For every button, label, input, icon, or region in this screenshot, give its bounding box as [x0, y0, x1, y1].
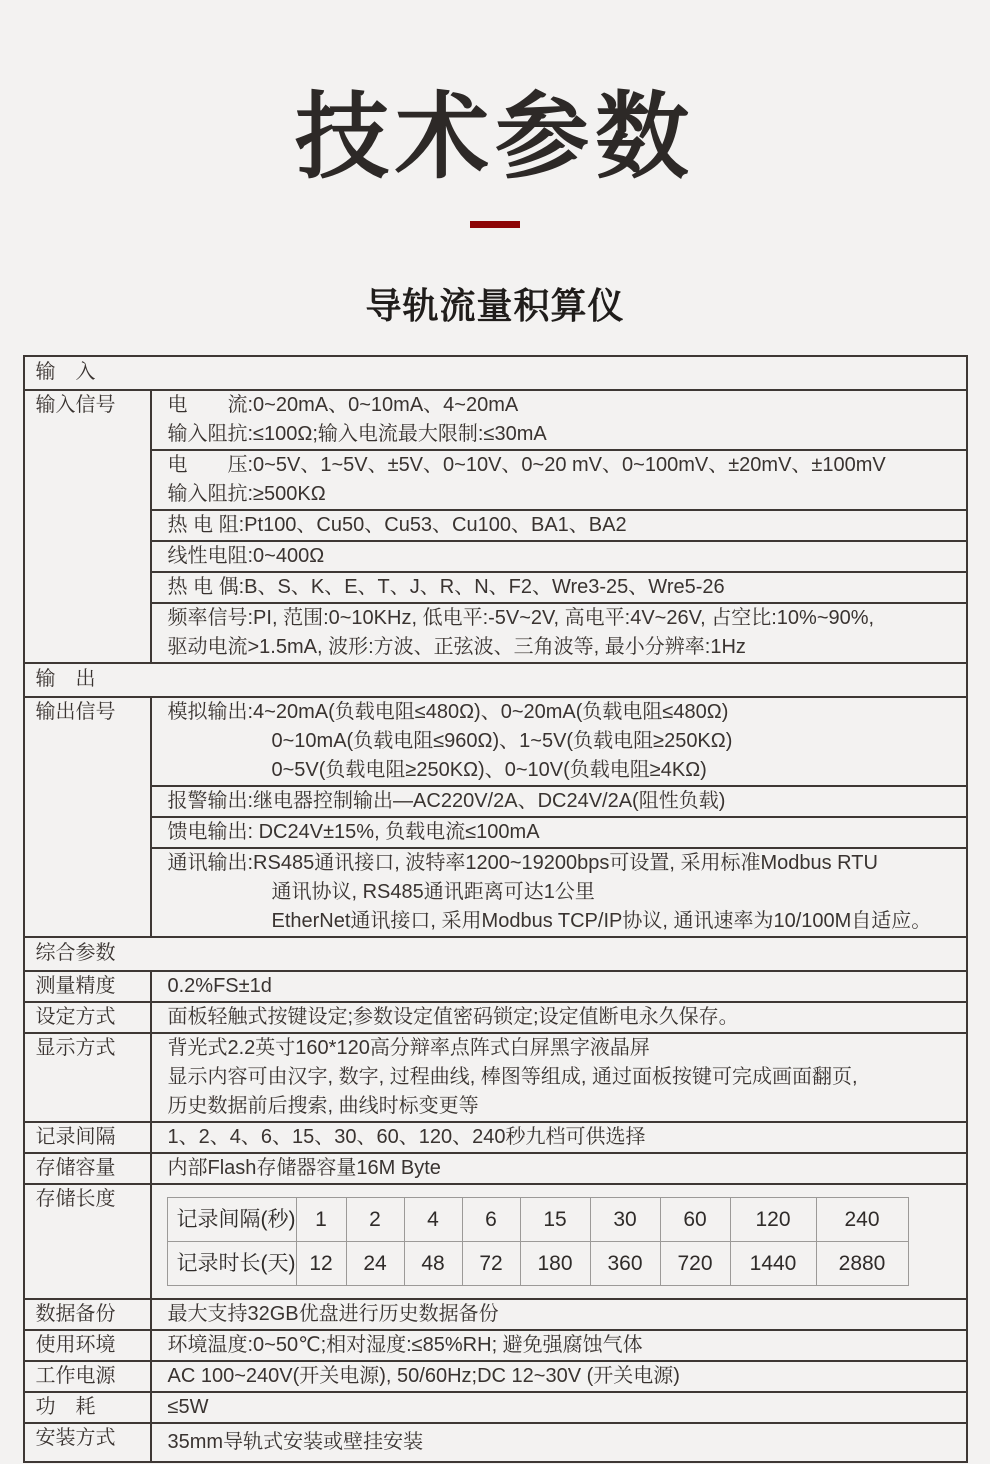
table-row-storage-length — [24, 1184, 967, 1299]
spec-line: 0~5V(负载电阻≥250KΩ)、0~10V(负载电阻≥4KΩ) — [271, 758, 707, 781]
spec-line: 0.2%FS±1d — [167, 974, 272, 997]
storage-value-cell: 12 — [296, 1241, 346, 1285]
spec-line: 背光式2.2英寸160*120高分辩率点阵式白屏黑字液晶屏 — [167, 1036, 650, 1059]
spec-line: 线性电阻:0~400Ω — [167, 544, 325, 567]
table-row — [24, 1361, 967, 1392]
table-row — [24, 541, 967, 572]
spec-value — [151, 817, 967, 848]
table-row — [24, 1392, 967, 1423]
spec-line: 馈电输出: DC24V±15%, 负载电流≤100mA — [167, 820, 540, 843]
spec-value — [151, 1033, 967, 1122]
table-row — [24, 450, 967, 510]
table-row — [24, 817, 967, 848]
storage-row-duration — [167, 1241, 908, 1285]
storage-table-cell — [151, 1184, 967, 1299]
spec-value — [151, 1392, 967, 1423]
spec-line: 显示内容可由汉字, 数字, 过程曲线, 棒图等组成, 通过面板按键可完成画面翻页, — [167, 1065, 858, 1088]
table-row — [24, 848, 967, 937]
spec-value — [151, 603, 967, 663]
storage-row-interval — [167, 1197, 908, 1241]
spec-line: 驱动电流>1.5mA, 波形:方波、正弦波、三角波等, 最小分辨率:1Hz — [167, 635, 746, 658]
table-row — [24, 1122, 967, 1153]
spec-value — [151, 1299, 967, 1330]
row-label-storage-length: 存储长度 — [24, 1184, 151, 1299]
spec-value — [151, 390, 967, 450]
table-row — [24, 786, 967, 817]
spec-value — [151, 572, 967, 603]
spec-line: 报警输出:继电器控制输出—AC220V/2A、DC24V/2A(阻性负载) — [167, 789, 726, 812]
page-title: 技术参数 — [294, 84, 695, 189]
spec-line: 1、2、4、6、15、30、60、120、240秒九档可供选择 — [167, 1125, 646, 1148]
spec-value — [151, 1002, 967, 1033]
storage-value-cell: 15 — [520, 1197, 590, 1241]
spec-value — [151, 450, 967, 510]
spec-value — [151, 1361, 967, 1392]
storage-value-cell: 2880 — [816, 1241, 908, 1285]
table-row — [24, 572, 967, 603]
spec-value — [151, 848, 967, 937]
row-label-power-supply: 工作电源 — [24, 1361, 151, 1392]
product-name: 导轨流量积算仪 — [365, 284, 625, 326]
spec-line: 历史数据前后搜索, 曲线时标变更等 — [167, 1094, 479, 1117]
spec-line: 输入阻抗:≥500KΩ — [167, 482, 326, 505]
spec-value — [151, 541, 967, 572]
section-header: 输 出 — [24, 663, 967, 697]
spec-line: 热 电 偶:B、S、K、E、T、J、R、N、F2、Wre3-25、Wre5-26 — [167, 575, 725, 598]
table-row — [24, 1002, 967, 1033]
storage-header-cell: 记录间隔(秒) — [167, 1197, 296, 1241]
row-label-power-consumption: 功 耗 — [24, 1392, 151, 1423]
storage-table — [167, 1197, 909, 1286]
table-row — [24, 1033, 967, 1122]
spec-value — [151, 1153, 967, 1184]
spec-value — [151, 1122, 967, 1153]
section-row-input — [24, 356, 967, 390]
table-row — [24, 971, 967, 1002]
row-label-input-signal: 输入信号 — [24, 390, 151, 663]
spec-line: ≤5W — [167, 1395, 209, 1418]
table-row — [24, 697, 967, 786]
storage-value-cell: 120 — [730, 1197, 816, 1241]
storage-value-cell: 24 — [346, 1241, 404, 1285]
spec-line: 频率信号:PI, 范围:0~10KHz, 低电平:-5V~2V, 高电平:4V~26V, 占空比:10%~90%, — [167, 606, 875, 629]
row-label-data-backup: 数据备份 — [24, 1299, 151, 1330]
spec-value — [151, 786, 967, 817]
storage-value-cell: 6 — [462, 1197, 520, 1241]
spec-value — [151, 510, 967, 541]
spec-value — [151, 1330, 967, 1361]
spec-line: 模拟输出:4~20mA(负载电阻≤480Ω)、0~20mA(负载电阻≤480Ω) — [167, 700, 729, 723]
table-row — [24, 1423, 967, 1462]
row-label-environment: 使用环境 — [24, 1330, 151, 1361]
table-row — [24, 1153, 967, 1184]
row-label-accuracy: 测量精度 — [24, 971, 151, 1002]
spec-value — [151, 697, 967, 786]
row-label-storage-capacity: 存储容量 — [24, 1153, 151, 1184]
storage-value-cell: 240 — [816, 1197, 908, 1241]
spec-line: AC 100~240V(开关电源), 50/60Hz;DC 12~30V (开关电源) — [167, 1364, 680, 1387]
section-row-general — [24, 937, 967, 971]
row-label-record-interval: 记录间隔 — [24, 1122, 151, 1153]
spec-line: 环境温度:0~50℃;相对湿度:≤85%RH; 避免强腐蚀气体 — [167, 1333, 643, 1356]
table-row — [24, 603, 967, 663]
spec-line: 输入阻抗:≤100Ω;输入电流最大限制:≤30mA — [167, 422, 547, 445]
storage-value-cell: 48 — [404, 1241, 462, 1285]
spec-line: 通讯协议, RS485通讯距离可达1公里 — [271, 880, 595, 903]
storage-value-cell: 1440 — [730, 1241, 816, 1285]
storage-value-cell: 360 — [590, 1241, 660, 1285]
table-row — [24, 1299, 967, 1330]
table-row — [24, 1330, 967, 1361]
storage-value-cell: 60 — [660, 1197, 730, 1241]
section-row-output — [24, 663, 967, 697]
row-label-display: 显示方式 — [24, 1033, 151, 1122]
accent-dash — [470, 221, 520, 228]
spec-table — [23, 355, 968, 1463]
spec-value — [151, 1423, 967, 1462]
spec-line: 热 电 阻:Pt100、Cu50、Cu53、Cu100、BA1、BA2 — [167, 513, 627, 536]
spec-line: 0~10mA(负载电阻≤960Ω)、1~5V(负载电阻≥250KΩ) — [271, 729, 733, 752]
spec-line: 35mm导轨式安装或壁挂安装 — [167, 1430, 424, 1453]
spec-line: 电 压:0~5V、1~5V、±5V、0~10V、0~20 mV、0~100mV、±20mV、±100mV — [167, 453, 886, 476]
table-row — [24, 510, 967, 541]
spec-line: 最大支持32GB优盘进行历史数据备份 — [167, 1302, 499, 1325]
row-label-installation: 安装方式 — [24, 1423, 151, 1462]
storage-value-cell: 30 — [590, 1197, 660, 1241]
row-label-output-signal: 输出信号 — [24, 697, 151, 937]
storage-value-cell: 180 — [520, 1241, 590, 1285]
section-header: 综合参数 — [24, 937, 967, 971]
section-header: 输 入 — [24, 356, 967, 390]
storage-value-cell: 2 — [346, 1197, 404, 1241]
storage-value-cell: 1 — [296, 1197, 346, 1241]
storage-value-cell: 720 — [660, 1241, 730, 1285]
spec-value — [151, 971, 967, 1002]
spec-line: 面板轻触式按键设定;参数设定值密码锁定;设定值断电永久保存。 — [167, 1005, 739, 1028]
storage-header-cell: 记录时长(天) — [167, 1241, 296, 1285]
spec-line: 通讯输出:RS485通讯接口, 波特率1200~19200bps可设置, 采用标准Modbus RTU — [167, 851, 878, 874]
row-label-setting: 设定方式 — [24, 1002, 151, 1033]
table-row — [24, 390, 967, 450]
storage-value-cell: 72 — [462, 1241, 520, 1285]
spec-line: 内部Flash存储器容量16M Byte — [167, 1156, 441, 1179]
spec-line: EtherNet通讯接口, 采用Modbus TCP/IP协议, 通讯速率为10/100M自适应。 — [271, 909, 932, 932]
spec-line: 电 流:0~20mA、0~10mA、4~20mA — [167, 393, 519, 416]
storage-value-cell: 4 — [404, 1197, 462, 1241]
